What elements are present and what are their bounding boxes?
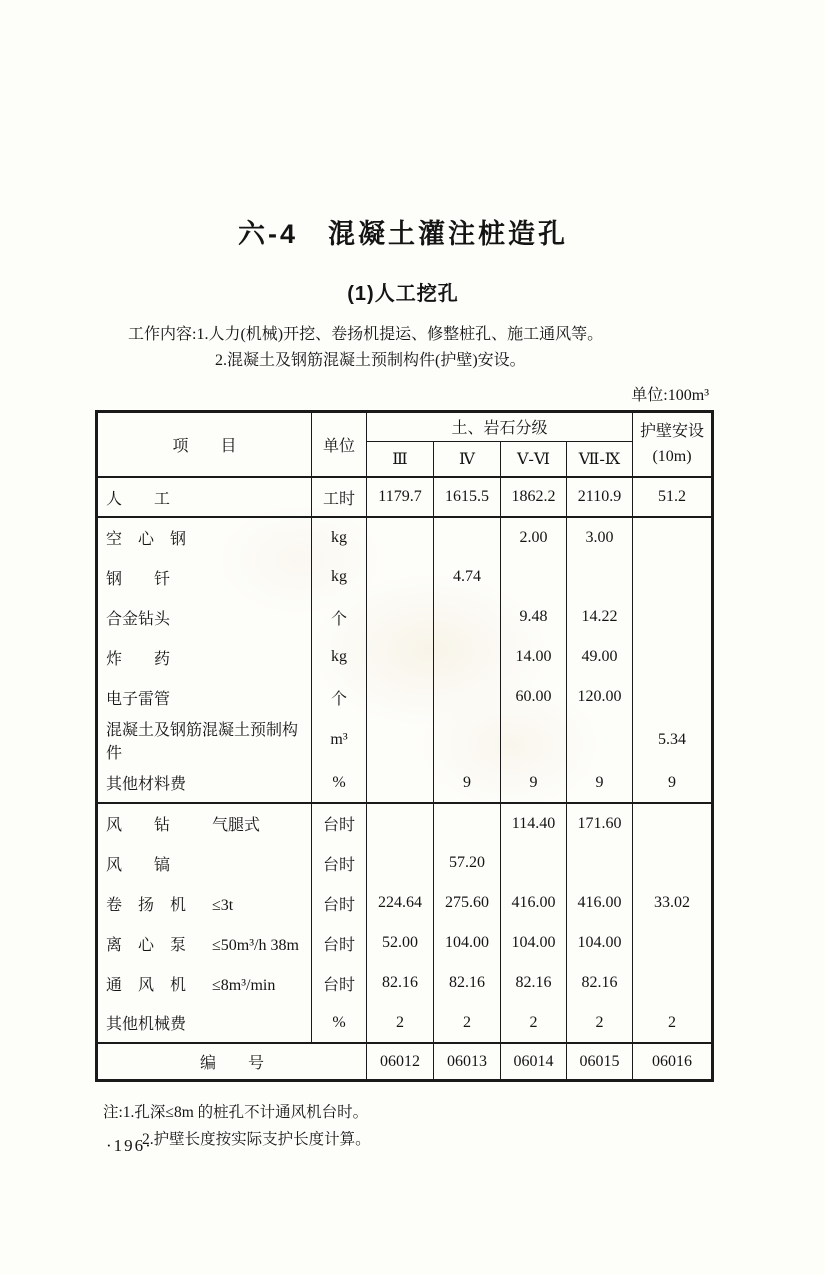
work-content-line1: 工作内容:1.人力(机械)开挖、卷扬机提运、修整桩孔、施工通风等。 xyxy=(128,326,604,343)
value-cell: 9 xyxy=(567,763,633,803)
value-cell: 2 xyxy=(434,1003,501,1043)
work-content-line2: 2.混凝土及钢筋混凝土预制构件(护壁)安设。 xyxy=(215,352,526,370)
table-row xyxy=(97,883,713,923)
value-cell xyxy=(633,803,713,843)
value-cell xyxy=(367,843,434,883)
value-cell: 275.60 xyxy=(434,883,501,923)
value-cell: 2 xyxy=(501,1003,567,1043)
value-cell xyxy=(367,803,434,843)
value-cell: 82.16 xyxy=(567,963,633,1003)
value-cell: 82.16 xyxy=(501,963,567,1003)
value-cell: 171.60 xyxy=(567,803,633,843)
table-row xyxy=(97,803,713,843)
table-row xyxy=(97,637,713,677)
value-cell: 2.00 xyxy=(501,517,567,557)
item-name: 风 钻 xyxy=(106,817,171,835)
value-cell: 49.00 xyxy=(567,637,633,677)
value-cell xyxy=(633,923,713,963)
value-cell: 1615.5 xyxy=(434,477,501,517)
value-cell xyxy=(567,717,633,763)
item-name: 其他材料费 xyxy=(106,776,187,794)
table-row xyxy=(97,477,713,517)
item-name: 合金钻头 xyxy=(106,610,171,628)
value-cell xyxy=(501,717,567,763)
value-cell: 2 xyxy=(367,1003,434,1043)
value-cell xyxy=(633,963,713,1003)
quota-number: 06013 xyxy=(434,1043,501,1080)
quota-number: 06015 xyxy=(567,1043,633,1080)
header-soil-rock-group: 土、岩石分级 xyxy=(367,411,633,441)
value-cell: 2 xyxy=(633,1003,713,1043)
section-subtitle: (1)人工挖孔 xyxy=(347,283,459,305)
item-spec: 气腿式 xyxy=(212,817,261,835)
note-line1: 注:1.孔深≤8m 的桩孔不计通风机台时。 xyxy=(103,1103,369,1121)
value-cell xyxy=(633,843,713,883)
table-row xyxy=(97,763,713,803)
item-name: 人 工 xyxy=(106,490,171,508)
value-cell xyxy=(434,677,501,717)
table-header-row-1 xyxy=(97,411,713,441)
item-unit: 台时 xyxy=(312,803,367,843)
item-unit: 台时 xyxy=(312,883,367,923)
value-cell: 1862.2 xyxy=(501,477,567,517)
item-name: 其他机械费 xyxy=(106,1016,187,1034)
item-name: 混凝土及钢筋混凝土预制构件 xyxy=(106,722,299,763)
value-cell: 52.00 xyxy=(367,923,434,963)
note-line2: 2.护壁长度按实际支护长度计算。 xyxy=(142,1130,371,1148)
item-unit: 台时 xyxy=(312,923,367,963)
item-name: 炸 药 xyxy=(106,650,171,668)
value-cell: 14.00 xyxy=(501,637,567,677)
value-cell: 57.20 xyxy=(434,843,501,883)
value-cell xyxy=(434,803,501,843)
value-cell xyxy=(633,517,713,557)
table-row xyxy=(97,557,713,597)
value-cell: 120.00 xyxy=(567,677,633,717)
item-spec: ≤3t xyxy=(212,896,234,914)
value-cell xyxy=(367,717,434,763)
value-cell: 104.00 xyxy=(567,923,633,963)
item-name: 钢 钎 xyxy=(106,570,171,588)
item-unit: % xyxy=(312,763,367,803)
value-cell xyxy=(567,843,633,883)
item-name: 空 心 钢 xyxy=(106,531,187,549)
table-row xyxy=(97,717,713,763)
value-cell: 33.02 xyxy=(633,883,713,923)
value-cell: 9 xyxy=(501,763,567,803)
header-huabi-line1: 护壁安设 xyxy=(640,422,705,440)
item-unit: 台时 xyxy=(312,963,367,1003)
item-unit: kg xyxy=(312,637,367,677)
quota-number: 06016 xyxy=(633,1043,713,1080)
value-cell xyxy=(367,637,434,677)
value-cell: 2110.9 xyxy=(567,477,633,517)
value-cell: 2 xyxy=(567,1003,633,1043)
value-cell: 224.64 xyxy=(367,883,434,923)
header-grade-4: Ⅳ xyxy=(434,441,501,477)
value-cell xyxy=(434,597,501,637)
value-cell xyxy=(567,557,633,597)
quota-number: 06014 xyxy=(501,1043,567,1080)
table-row xyxy=(97,963,713,1003)
item-unit: 个 xyxy=(312,677,367,717)
table-row xyxy=(97,843,713,883)
header-grade-5-6: Ⅴ-Ⅵ xyxy=(501,441,567,477)
item-name: 风 镐 xyxy=(106,856,171,874)
item-spec: ≤50m³/h 38m xyxy=(212,936,299,954)
value-cell xyxy=(434,717,501,763)
header-huabi-line2: (10m) xyxy=(652,447,692,465)
table-footer-row xyxy=(97,1043,713,1080)
section-title: 六-4 混凝土灌注桩造孔 xyxy=(237,219,568,249)
value-cell xyxy=(434,517,501,557)
unit-note: 单位:100m³ xyxy=(631,386,709,404)
item-name: 电子雷管 xyxy=(106,690,171,708)
item-name: 通 风 机 xyxy=(106,976,187,994)
value-cell: 4.74 xyxy=(434,557,501,597)
header-huabi xyxy=(633,411,713,477)
value-cell xyxy=(434,637,501,677)
item-name: 离 心 泵 xyxy=(106,936,187,954)
header-grade-3: Ⅲ xyxy=(367,441,434,477)
page-number: ·196· xyxy=(106,1136,153,1155)
value-cell: 416.00 xyxy=(501,883,567,923)
value-cell: 1179.7 xyxy=(367,477,434,517)
header-item: 项 目 xyxy=(97,411,312,477)
value-cell xyxy=(367,763,434,803)
value-cell xyxy=(367,597,434,637)
value-cell: 104.00 xyxy=(501,923,567,963)
value-cell: 5.34 xyxy=(633,717,713,763)
value-cell xyxy=(501,557,567,597)
item-unit: 工时 xyxy=(312,477,367,517)
value-cell xyxy=(367,557,434,597)
value-cell xyxy=(633,677,713,717)
value-cell: 82.16 xyxy=(367,963,434,1003)
item-unit: m³ xyxy=(312,717,367,763)
value-cell: 416.00 xyxy=(567,883,633,923)
item-unit: 个 xyxy=(312,597,367,637)
work-content xyxy=(95,322,711,375)
value-cell xyxy=(633,557,713,597)
value-cell xyxy=(501,843,567,883)
item-spec: ≤8m³/min xyxy=(212,976,276,994)
value-cell: 9 xyxy=(633,763,713,803)
table-row xyxy=(97,1003,713,1043)
header-grade-7-9: Ⅶ-Ⅸ xyxy=(567,441,633,477)
item-name: 卷 扬 机 xyxy=(106,896,187,914)
table-row xyxy=(97,597,713,637)
value-cell: 60.00 xyxy=(501,677,567,717)
value-cell: 82.16 xyxy=(434,963,501,1003)
table-row xyxy=(97,677,713,717)
value-cell xyxy=(633,637,713,677)
value-cell: 104.00 xyxy=(434,923,501,963)
item-unit: 台时 xyxy=(312,843,367,883)
table-notes xyxy=(95,1099,711,1153)
quota-number: 06012 xyxy=(367,1043,434,1080)
quota-number-label: 编 号 xyxy=(97,1043,367,1080)
value-cell: 114.40 xyxy=(501,803,567,843)
table-row xyxy=(97,517,713,557)
value-cell xyxy=(367,517,434,557)
quota-table xyxy=(95,410,714,1082)
value-cell: 14.22 xyxy=(567,597,633,637)
page-content xyxy=(95,212,711,1153)
value-cell: 9 xyxy=(434,763,501,803)
value-cell xyxy=(367,677,434,717)
value-cell: 3.00 xyxy=(567,517,633,557)
value-cell: 9.48 xyxy=(501,597,567,637)
item-unit: kg xyxy=(312,517,367,557)
item-unit: kg xyxy=(312,557,367,597)
value-cell xyxy=(633,597,713,637)
item-unit: % xyxy=(312,1003,367,1043)
header-unit: 单位 xyxy=(312,411,367,477)
table-row xyxy=(97,923,713,963)
value-cell: 51.2 xyxy=(633,477,713,517)
